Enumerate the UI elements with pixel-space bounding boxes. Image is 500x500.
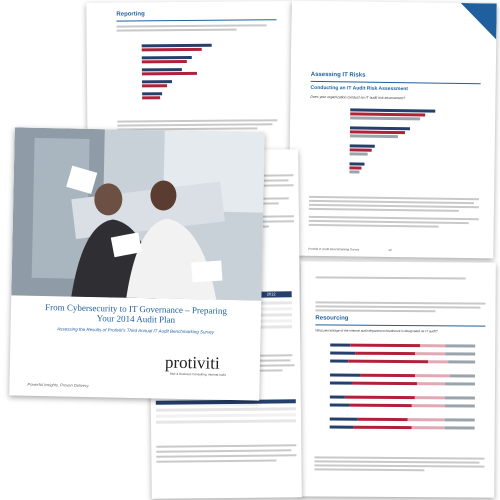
survey-question: What percentage of the internal audit department headcount is designated as IT audit?	[315, 328, 438, 334]
section-heading: Resourcing	[315, 315, 349, 322]
logo-tagline: Risk & Business Consulting. Internal Audit.	[169, 371, 227, 377]
report-cover	[9, 127, 265, 400]
report-page-assessing-it-risks	[288, 1, 497, 259]
cover-footer-tagline: Powerful Insights. Proven Delivery.	[27, 381, 90, 389]
cover-subtitle: Assessing the Results of Protiviti's Third Annual IT Audit Benchmarking Survey	[57, 326, 215, 335]
cover-photo	[11, 127, 264, 300]
cover-title: From Cybersecurity to IT Governance – Preparing Your 2014 Audit Plan	[45, 302, 228, 325]
risk-assessment-chart	[349, 106, 480, 188]
business-meeting-image	[11, 127, 264, 300]
page-footer: Protiviti IT Audit Benchmarking Survey	[308, 246, 360, 252]
report-page-resourcing	[299, 261, 496, 497]
protiviti-logo: protiviti	[164, 352, 220, 373]
section-title: Assessing IT Risks	[310, 71, 366, 79]
reporting-bar-chart	[142, 41, 263, 112]
headcount-stacked-chart	[330, 344, 486, 445]
section-heading: Reporting	[116, 11, 145, 18]
survey-question: Does your organization conduct an IT audit risk assessment?	[310, 94, 406, 101]
year-header-2012: 2012	[266, 291, 276, 297]
page-number: 12	[388, 247, 392, 252]
subsection-title: Conducting an IT Audit Risk Assessment	[310, 84, 409, 93]
